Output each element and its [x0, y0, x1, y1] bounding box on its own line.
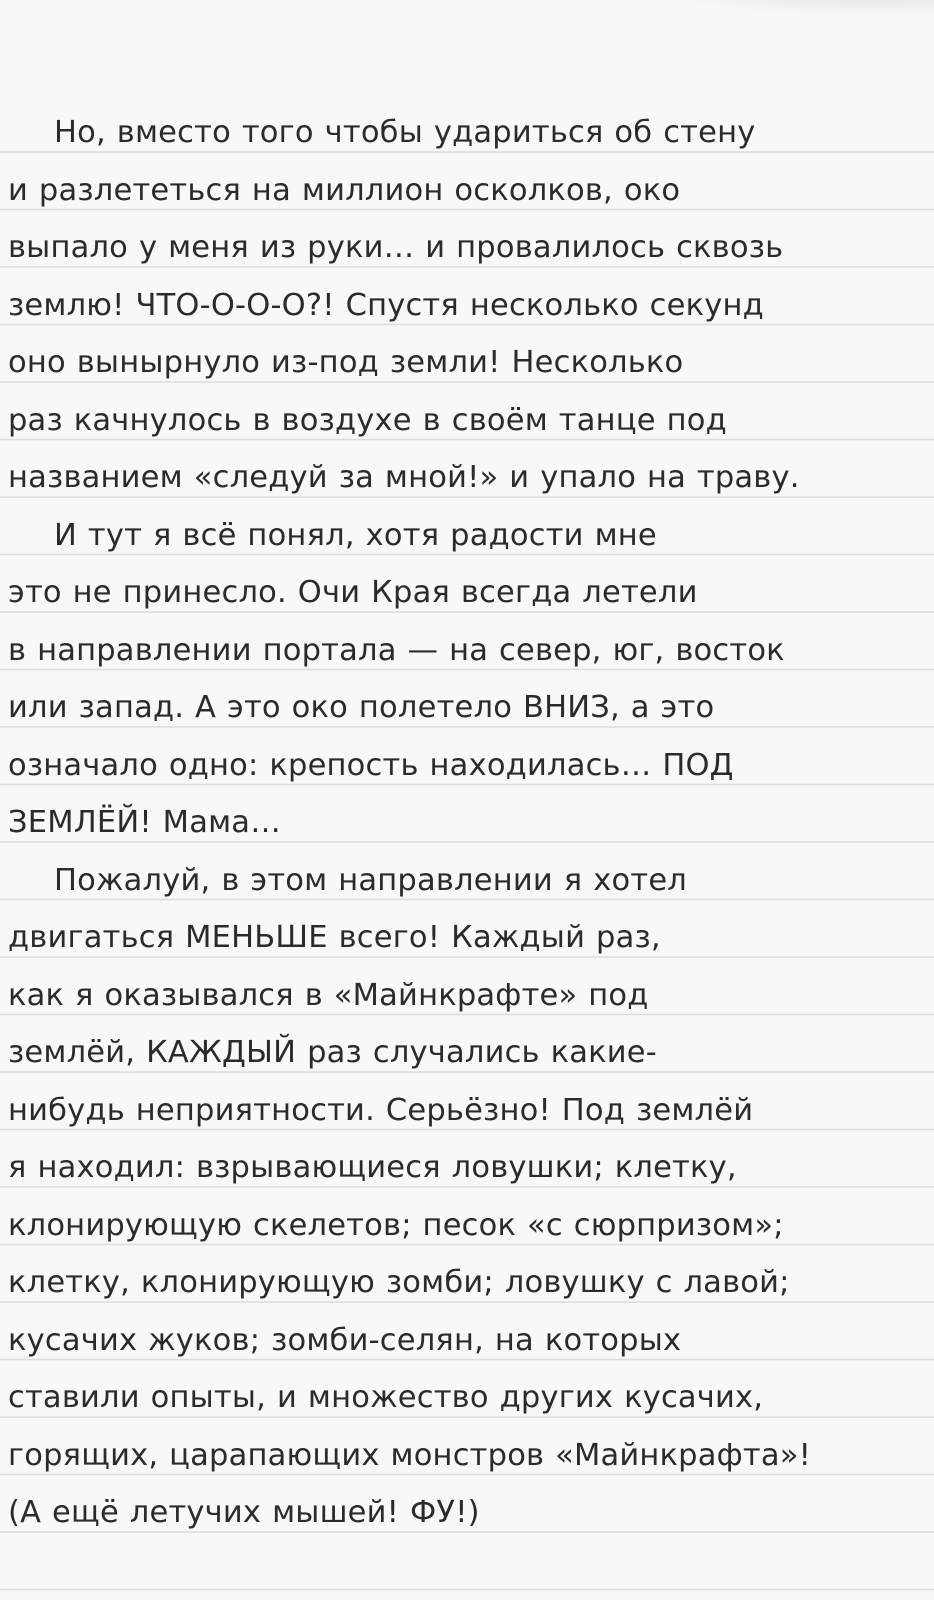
text-line: ЗЕМЛЁЙ! Мама… [8, 805, 281, 840]
text-line: ставили опыты, и множество других кусачих, [8, 1380, 764, 1415]
text-line: И тут я всё понял, хотя радости мне [54, 517, 657, 553]
text-line: клонирующую скелетов; песок «с сюрпризом»; [8, 1207, 784, 1243]
text-line: это не принесло. Очи Края всегда летели [8, 575, 698, 610]
paragraph-3 [8, 852, 928, 1542]
paragraph-2 [8, 507, 928, 852]
text-line: горящих, царапающих монстров «Майнкрафта»! [8, 1437, 812, 1473]
text-line: раз качнулось в воздухе в своём танце под [8, 402, 727, 438]
text-line: нибудь неприятности. Серьёзно! Под землёй [8, 1092, 754, 1128]
text-line: кусачих жуков; зомби-селян, на которых [8, 1322, 682, 1358]
page-text [8, 104, 928, 1542]
text-line: и разлететься на миллион осколков, око [8, 172, 681, 208]
text-line: Пожалуй, в этом направлении я хотел [54, 862, 687, 898]
text-line: названием «следуй за мной!» и упало на траву. [8, 460, 800, 495]
text-line: оно вынырнуло из-под земли! Несколько [8, 345, 684, 380]
text-line: я находил: взрывающиеся ловушки; клетку, [8, 1150, 737, 1185]
text-line: выпало у меня из руки… и провалилось сквозь [8, 230, 784, 265]
text-line: означало одно: крепость находилась… ПОД [8, 747, 734, 783]
text-line: или запад. А это око полетело ВНИЗ, а это [8, 690, 715, 725]
text-line: как я оказывался в «Майнкрафте» под [8, 977, 649, 1013]
text-line: двигаться МЕНЬШЕ всего! Каждый раз, [8, 920, 661, 955]
text-line: землю! ЧТО-О-О-О?! Спустя несколько секунд [8, 287, 764, 323]
text-line: землёй, КАЖДЫЙ раз случались какие- [8, 1035, 657, 1070]
text-line: (А ещё летучих мышей! ФУ!) [8, 1495, 480, 1530]
text-line: Но, вместо того чтобы удариться об стену [54, 115, 756, 150]
text-line: клетку, клонирующую зомби; ловушку с лавой; [8, 1265, 790, 1300]
paragraph-1 [8, 104, 928, 507]
text-line: в направлении портала — на север, юг, восток [8, 632, 785, 668]
